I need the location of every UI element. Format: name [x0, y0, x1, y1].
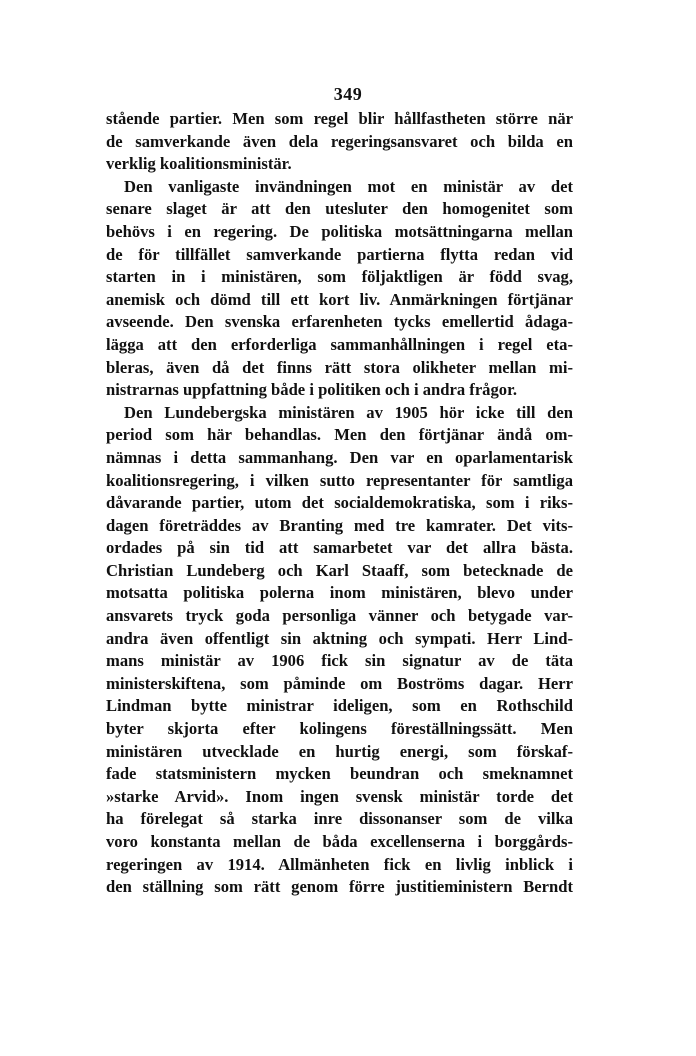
text-line: koalitionsregering, i vilken sutto representanter för samtliga	[106, 470, 573, 490]
text-line: ansvarets tryck goda personliga vänner och betygade var-	[106, 606, 573, 626]
page-number: 349	[333, 84, 363, 104]
text-line: mans ministär av 1906 fick sin signatur av de täta	[106, 651, 573, 671]
text-line: lägga att den erforderliga sammanhållningen i regel eta-	[106, 334, 573, 354]
text-line: Den vanligaste invändningen mot en ministär av det	[124, 176, 573, 196]
text-line: dagen företräddes av Branting med tre kamrater. Det vits-	[106, 515, 573, 535]
text-line: andra även offentligt sin aktning och sympati. Herr Lind-	[106, 628, 573, 648]
text-line: nämnas i detta sammanhang. Den var en oparlamentarisk	[106, 447, 573, 467]
text-line: avseende. Den svenska erfarenheten tycks emellertid ådaga-	[106, 312, 573, 332]
text-line: ministären utvecklade en hurtig energi, som förskaf-	[106, 741, 573, 761]
text-line: regeringen av 1914. Allmänheten fick en livlig inblick i	[106, 854, 573, 874]
text-line: senare slaget är att den utesluter den homogenitet som	[106, 199, 573, 219]
text-line: motsatta politiska polerna inom ministären, blevo under	[106, 583, 573, 603]
text-line: de för tillfället samverkande partierna flytta redan vid	[106, 244, 573, 264]
text-line: byter skjorta efter kolingens föreställningssätt. Men	[106, 719, 573, 739]
text-line: dåvarande partier, utom det socialdemokratiska, som i riks-	[106, 493, 573, 513]
text-line: nistrarnas uppfattning både i politiken och i andra frågor.	[106, 380, 518, 400]
text-line: period som här behandlas. Men den förtjänar ändå om-	[106, 425, 573, 445]
text-line: verklig koalitionsministär.	[106, 154, 292, 174]
text-line: stående partier. Men som regel blir hållfastheten större när	[106, 109, 573, 128]
text-line: voro konstanta mellan de båda excellenserna i borggårds-	[106, 832, 573, 851]
text-line: »starke Arvid». Inom ingen svensk ministär torde det	[106, 786, 573, 806]
text-line: Lindman bytte ministrar ideligen, som en Rothschild	[106, 696, 573, 716]
text-line: Christian Lundeberg och Karl Staaff, som betecknade de	[106, 560, 573, 580]
text-line: de samverkande även dela regeringsansvaret och bilda en	[106, 131, 573, 151]
text-line: Den Lundebergska ministären av 1905 hör icke till den	[124, 402, 573, 422]
text-line: den ställning som rätt genom förre justitieministern Berndt	[106, 877, 573, 897]
body-text	[106, 108, 573, 899]
text-line: ministerskiftena, som påminde om Boströms dagar. Herr	[106, 673, 573, 693]
text-line: ordades på sin tid att samarbetet var det allra bästa.	[106, 538, 573, 558]
text-line: anemisk och dömd till ett kort liv. Anmärkningen förtjänar	[106, 289, 573, 309]
text-line: starten in i ministären, som följaktligen är född svag,	[106, 267, 573, 287]
text-line: ha förelegat så starka inre dissonanser som de vilka	[106, 809, 573, 829]
text-line: behövs i en regering. De politiska motsättningarna mellan	[106, 221, 573, 241]
text-line: fade statsministern mycken beundran och smeknamnet	[106, 764, 573, 784]
text-line: bleras, även då det finns rätt stora olikheter mellan mi-	[106, 357, 573, 377]
